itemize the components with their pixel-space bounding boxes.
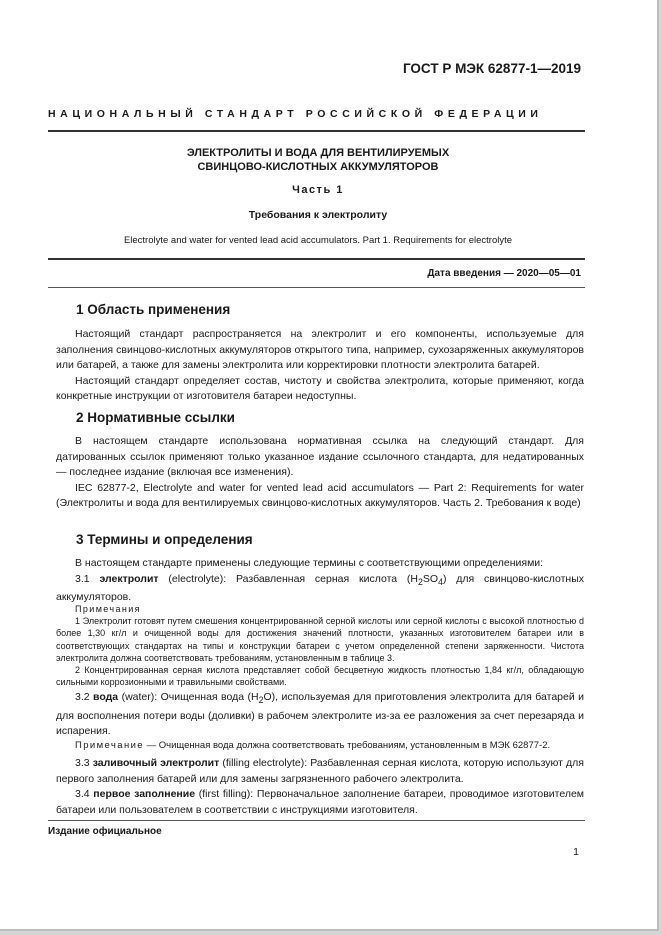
part-label: Часть 1 <box>292 184 344 196</box>
term-3-2-block <box>56 690 584 740</box>
note-label: Примечание <box>75 740 144 751</box>
title-line-2: СВИНЦОВО-КИСЛОТНЫХ АККУМУЛЯТОРОВ <box>197 161 439 173</box>
divider-date <box>48 287 585 288</box>
notes-block-3-1 <box>56 603 584 688</box>
section-2-paragraph-1: В настоящем стандарте использована нормативная ссылка на следующий стандарт. Для датированных ссылок применяют только указанное издание ссылочного стандарта, для недатированных — последнее издание (включая все изменения). <box>56 435 584 478</box>
term-3-1: 3.1 электролит (electrolyte): Разбавленная серная кислота $(H_2SO_4)$ для свинцово-кислотных аккумуляторов. <box>56 572 585 604</box>
national-standard-banner: НАЦИОНАЛЬНЫЙ СТАНДАРТ РОССИЙСКОЙ ФЕДЕРАЦИИ <box>48 108 543 120</box>
divider-footer <box>48 820 585 821</box>
section-2-body <box>56 434 584 512</box>
section-3-intro: В настоящем стандарте применены следующие термины с соответствующими определениями: <box>75 557 544 569</box>
note-2: 2 Концентрированная серная кислота представляет собой бесцветную жидкость плотностью 1,84 кг/л, обладающую сильными коррозионными и травильными свойствами. <box>56 665 584 688</box>
official-edition-label: Издание официальное <box>48 826 162 837</box>
part-subtitle: Требования к электролиту <box>248 209 388 221</box>
standard-code: ГОСТ Р МЭК 62877-1—2019 <box>402 61 581 76</box>
section-3-heading: 3 Термины и определения <box>76 532 253 547</box>
section-1-heading: 1 Область применения <box>76 302 231 317</box>
section-2-reference: IEC 62877-2, Electrolyte and water for vented lead acid accumulators — Part 2: Requirements for water (Электролиты и вода для вентилируемых свинцово-кислотных аккумуляторов. Часть 2. Требования к воде) <box>56 481 584 509</box>
terms-3-3-3-4-block <box>56 756 584 818</box>
notes-title: Примечания <box>75 604 141 614</box>
title-line-1: ЭЛЕКТРОЛИТЫ И ВОДА ДЛЯ ВЕНТИЛИРУЕМЫХ <box>186 147 450 159</box>
divider-top <box>48 130 585 132</box>
term-3-4: 3.4 первое заполнение (first filling): Первоначальное заполнение батареи, проводимое изготовителем батареи или пользователем в соответствии с инструкциями изготовителя. <box>56 788 585 816</box>
section-1-paragraph-1: Настоящий стандарт распространяется на электролит и его компоненты, используемые для заполнения свинцово-кислотных аккумуляторов открытого типа, например, сухозаряженных аккумуляторов или батарей, а также для замены электролита или корректировки плотности электролита батарей. <box>56 328 584 371</box>
term-3-1-name: электролит <box>99 572 159 585</box>
term-3-2-name: вода <box>93 691 119 703</box>
term-3-4-name: первое заполнение <box>93 788 196 800</box>
introduction-date: Дата введения — 2020—05—01 <box>427 268 581 279</box>
divider-title <box>48 258 585 260</box>
section-1-body <box>56 327 584 405</box>
note-1: 1 Электролит готовят путем смешения концентрированной серной кислоты или серной кислоты с высокой плотностью d более 1,30 кг/л и очищенной воды для достижения значений плотности, указанных изготовителем батареи или в соответствующих стандартах на типы и конструкции батареи с учетом определенной степени заряженности. Чистота электролита должна соответствовать требованиям, установленным в таблице 3. <box>56 616 584 663</box>
section-3-body <box>56 556 584 606</box>
term-3-3-name: заливочный электролит <box>92 757 220 769</box>
note-3-2 <box>56 740 584 752</box>
section-1-paragraph-2: Настоящий стандарт определяет состав, чистоту и свойства электролита, которые применяют, когда конкретные инструкции от изготовителя батареи недоступны. <box>56 374 584 402</box>
english-title: Electrolyte and water for vented lead acid accumulators. Part 1. Requirements for electrolyte <box>123 235 513 246</box>
term-3-2: 3.2 вода (water): Очищенная вода $(H_2O)$, используемая для приготовления электролита для батарей и для восполнения потери воды (доливки) в рабочем электролите из-за ее разложения за счет перезаряда и испарения. <box>56 691 585 738</box>
page-number: 1 <box>573 846 579 858</box>
term-3-3: 3.3 заливочный электролит (filling electrolyte): Разбавленная серная кислота, которую используют для первого заполнения батарей или для замены загрязненного рабочего электролита. <box>56 757 584 785</box>
section-2-heading: 2 Нормативные ссылки <box>76 410 235 425</box>
note-3-2-text: — Очищенная вода должна соответствовать требованиям, установленным в МЭК 62877-2. <box>144 740 551 751</box>
document-title <box>48 146 588 174</box>
